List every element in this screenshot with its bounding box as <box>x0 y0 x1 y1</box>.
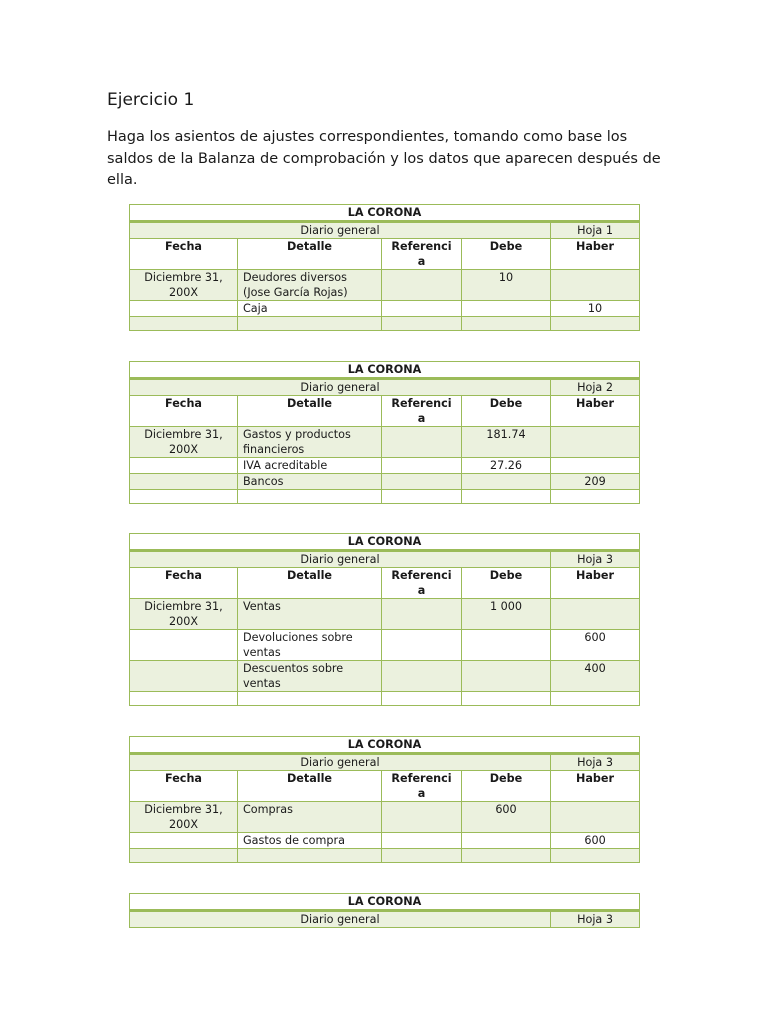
empty-cell <box>238 692 382 706</box>
cell-referencia <box>382 802 462 833</box>
cell-debe <box>462 630 551 661</box>
cell-debe: 600 <box>462 802 551 833</box>
empty-cell <box>551 490 640 504</box>
cell-haber: 209 <box>551 474 640 490</box>
cell-haber: 600 <box>551 630 640 661</box>
cell-fecha <box>130 630 238 661</box>
empty-cell <box>382 490 462 504</box>
column-header-haber: Haber <box>551 771 640 802</box>
table-row <box>130 661 640 692</box>
column-header-haber: Haber <box>551 568 640 599</box>
header-row <box>130 568 640 599</box>
cell-fecha <box>130 661 238 692</box>
blank-row <box>130 849 640 863</box>
cell-debe: 27.26 <box>462 458 551 474</box>
header-row <box>130 239 640 270</box>
cell-referencia <box>382 630 462 661</box>
company-name: LA CORONA <box>130 894 640 911</box>
cell-debe <box>462 833 551 849</box>
sheet-number: Hoja 3 <box>551 754 640 771</box>
sheet-number: Hoja 1 <box>551 222 640 239</box>
blank-row <box>130 692 640 706</box>
table-row <box>130 833 640 849</box>
cell-debe <box>462 661 551 692</box>
cell-haber <box>551 599 640 630</box>
cell-referencia <box>382 833 462 849</box>
cell-haber <box>551 427 640 458</box>
cell-fecha: Diciembre 31, 200X <box>130 599 238 630</box>
column-header-detalle: Detalle <box>238 396 382 427</box>
table-row <box>130 301 640 317</box>
exercise-title: Ejercicio 1 <box>107 90 195 110</box>
sheet-number: Hoja 2 <box>551 379 640 396</box>
cell-detalle: Bancos <box>238 474 382 490</box>
journal-table <box>129 533 640 706</box>
cell-haber: 600 <box>551 833 640 849</box>
column-header-debe: Debe <box>462 568 551 599</box>
column-header-fecha: Fecha <box>130 568 238 599</box>
cell-haber <box>551 802 640 833</box>
empty-cell <box>462 317 551 331</box>
cell-debe <box>462 301 551 317</box>
instructions-paragraph: Haga los asientos de ajustes correspondientes, tomando como base los saldos de la Balanza de comprobación y los datos que aparecen después de ella. <box>107 129 661 188</box>
empty-cell <box>382 317 462 331</box>
empty-cell <box>130 490 238 504</box>
cell-fecha: Diciembre 31, 200X <box>130 270 238 301</box>
cell-fecha <box>130 301 238 317</box>
journal-table <box>129 736 640 863</box>
sheet-number: Hoja 3 <box>551 551 640 568</box>
column-header-debe: Debe <box>462 771 551 802</box>
table-row <box>130 458 640 474</box>
column-header-debe: Debe <box>462 396 551 427</box>
table-row <box>130 427 640 458</box>
empty-cell <box>238 849 382 863</box>
cell-debe <box>462 474 551 490</box>
header-row <box>130 396 640 427</box>
column-header-fecha: Fecha <box>130 396 238 427</box>
cell-debe: 1 000 <box>462 599 551 630</box>
column-header-referencia: Referenci a <box>382 239 462 270</box>
cell-referencia <box>382 661 462 692</box>
cell-fecha: Diciembre 31, 200X <box>130 427 238 458</box>
journal-name: Diario general <box>130 754 551 771</box>
cell-fecha <box>130 458 238 474</box>
column-header-haber: Haber <box>551 239 640 270</box>
empty-cell <box>130 317 238 331</box>
sheet-number: Hoja 3 <box>551 911 640 928</box>
cell-haber <box>551 458 640 474</box>
cell-detalle: Descuentos sobre ventas <box>238 661 382 692</box>
company-name: LA CORONA <box>130 534 640 551</box>
cell-detalle: Gastos de compra <box>238 833 382 849</box>
empty-cell <box>462 849 551 863</box>
cell-haber: 400 <box>551 661 640 692</box>
cell-detalle: Deudores diversos (Jose García Rojas) <box>238 270 382 301</box>
blank-row <box>130 317 640 331</box>
column-header-referencia: Referenci a <box>382 771 462 802</box>
empty-cell <box>551 317 640 331</box>
cell-referencia <box>382 474 462 490</box>
empty-cell <box>462 692 551 706</box>
table-row <box>130 802 640 833</box>
cell-haber: 10 <box>551 301 640 317</box>
cell-detalle: Devoluciones sobre ventas <box>238 630 382 661</box>
journal-name: Diario general <box>130 551 551 568</box>
journal-table <box>129 361 640 504</box>
journal-table <box>129 204 640 331</box>
empty-cell <box>382 849 462 863</box>
journal-name: Diario general <box>130 911 551 928</box>
cell-detalle: Caja <box>238 301 382 317</box>
journal-name: Diario general <box>130 379 551 396</box>
cell-debe: 181.74 <box>462 427 551 458</box>
empty-cell <box>551 692 640 706</box>
empty-cell <box>238 317 382 331</box>
cell-referencia <box>382 427 462 458</box>
table-row <box>130 630 640 661</box>
column-header-fecha: Fecha <box>130 771 238 802</box>
table-row <box>130 474 640 490</box>
column-header-debe: Debe <box>462 239 551 270</box>
company-name: LA CORONA <box>130 737 640 754</box>
cell-detalle: IVA acreditable <box>238 458 382 474</box>
cell-referencia <box>382 599 462 630</box>
table-row <box>130 599 640 630</box>
empty-cell <box>462 490 551 504</box>
cell-detalle: Gastos y productos financieros <box>238 427 382 458</box>
cell-detalle: Ventas <box>238 599 382 630</box>
cell-fecha <box>130 474 238 490</box>
company-name: LA CORONA <box>130 205 640 222</box>
cell-fecha <box>130 833 238 849</box>
column-header-haber: Haber <box>551 396 640 427</box>
column-header-referencia: Referenci a <box>382 396 462 427</box>
journal-table <box>129 893 640 928</box>
cell-fecha: Diciembre 31, 200X <box>130 802 238 833</box>
empty-cell <box>130 849 238 863</box>
table-row <box>130 270 640 301</box>
cell-referencia <box>382 458 462 474</box>
cell-haber <box>551 270 640 301</box>
cell-detalle: Compras <box>238 802 382 833</box>
header-row <box>130 771 640 802</box>
empty-cell <box>551 849 640 863</box>
empty-cell <box>238 490 382 504</box>
blank-row <box>130 490 640 504</box>
column-header-fecha: Fecha <box>130 239 238 270</box>
column-header-detalle: Detalle <box>238 239 382 270</box>
journal-name: Diario general <box>130 222 551 239</box>
cell-debe: 10 <box>462 270 551 301</box>
column-header-referencia: Referenci a <box>382 568 462 599</box>
column-header-detalle: Detalle <box>238 771 382 802</box>
column-header-detalle: Detalle <box>238 568 382 599</box>
cell-referencia <box>382 270 462 301</box>
empty-cell <box>130 692 238 706</box>
cell-referencia <box>382 301 462 317</box>
empty-cell <box>382 692 462 706</box>
company-name: LA CORONA <box>130 362 640 379</box>
